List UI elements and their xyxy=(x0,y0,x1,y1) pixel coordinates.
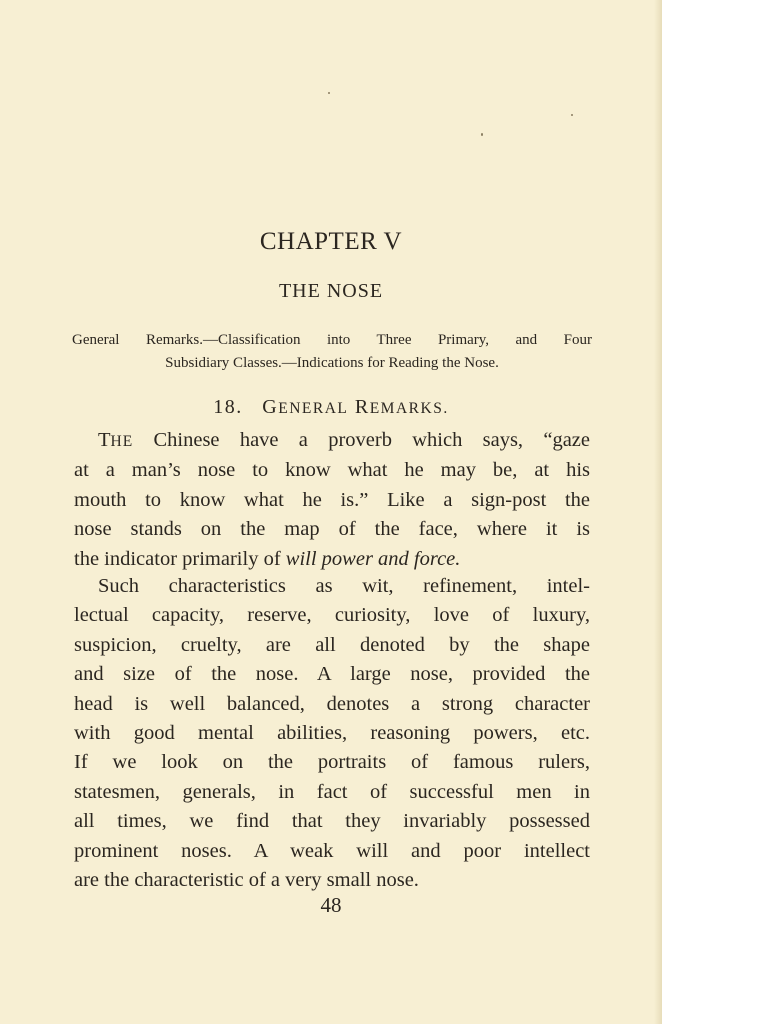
emphasis-text: will power and force. xyxy=(285,547,461,570)
paragraph-line: If we look on the portraits of famous rulers, xyxy=(74,751,590,774)
paragraph-line xyxy=(74,545,590,574)
summary-line: Subsidiary Classes.—Indications for Reading the Nose. xyxy=(165,355,499,371)
paragraph-line: and size of the nose. A large nose, provided the xyxy=(74,663,590,686)
paragraph-line: suspicion, cruelty, are all denoted by the shape xyxy=(74,633,590,656)
paragraph-line: are the characteristic of a very small nose. xyxy=(74,869,419,892)
paragraph-line: at a man’s nose to know what he may be, at his xyxy=(74,459,590,482)
paragraph-line: nose stands on the map of the face, where it is xyxy=(74,518,590,541)
paragraph-line: mouth to know what he is.” Like a sign-post the xyxy=(74,488,590,511)
heading-cap: G xyxy=(262,396,279,418)
paragraph-line xyxy=(74,426,590,456)
paragraph-line: lectual capacity, reserve, curiosity, love of luxury, xyxy=(74,604,590,627)
paragraph-line: head is well balanced, denotes a strong character xyxy=(74,692,590,715)
paper-speck xyxy=(328,92,330,94)
paper-speck xyxy=(571,114,573,116)
paragraph-line: with good mental abilities, reasoning powers, etc. xyxy=(74,722,590,745)
paper-speck xyxy=(481,133,483,136)
chapter-summary xyxy=(72,329,592,375)
page-edge-shadow xyxy=(654,0,662,1024)
chapter-subtitle: THE NOSE xyxy=(278,280,384,302)
page-number: 48 xyxy=(320,893,342,917)
paragraph-line: prominent noses. A weak will and poor intellect xyxy=(74,839,590,862)
section-heading xyxy=(0,396,662,419)
paragraph-line: all times, we find that they invariably possessed xyxy=(74,810,590,833)
paragraph-line: Such characteristics as wit, refinement, intel- xyxy=(98,575,590,597)
lead-cap: T xyxy=(98,429,111,451)
heading-cap: R xyxy=(354,396,370,418)
lead-smallcaps: HE xyxy=(110,433,134,450)
summary-line: General Remarks.—Classification into Three Primary, and Four xyxy=(72,332,592,348)
heading-smallcaps: ENERAL xyxy=(278,400,349,417)
paragraph-2 xyxy=(74,572,590,895)
chapter-title: CHAPTER V xyxy=(259,228,403,255)
paragraph-line: statesmen, generals, in fact of successful men in xyxy=(74,780,590,803)
paragraph-1 xyxy=(74,426,590,574)
line-text: Chinese have a proverb which says, “gaze xyxy=(133,429,590,451)
heading-smallcaps: EMARKS. xyxy=(369,400,449,417)
section-number: 18. xyxy=(213,396,243,418)
line-text: the indicator primarily of xyxy=(74,547,286,570)
